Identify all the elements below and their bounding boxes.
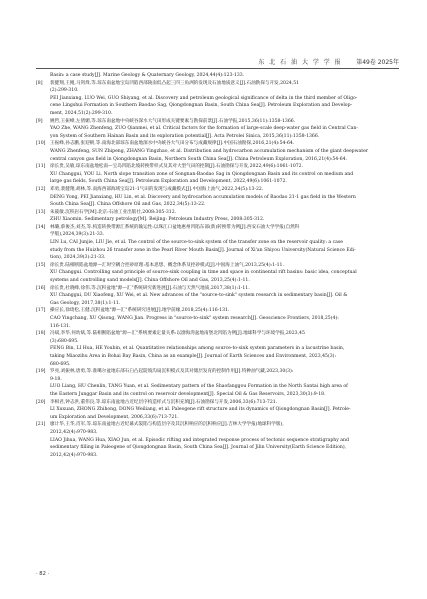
reference-line: study from the Huizhou 26 transfer zone in the Pearl River Mouth Basin[J]. Journal of Xi'an Shiyou University(Natural Science Edi- (50, 247, 356, 253)
reference-entry (36, 368, 399, 398)
reference-line: 680-695. (50, 361, 71, 367)
reference-line: 李相君,钟志洪,董伟良,等.琼东南盆地古近纪层序构造样式与沉积充填[J].石油勘探与开发,2006,33(6):713-721. (50, 399, 278, 405)
reference-line: cene Lingshui Formation in Southern Baodao Sag, Qiongdongnan Basin, South China Sea[J]. Petroleum Exploration and Develop- (50, 103, 353, 109)
reference-line: tion), 2024,39(3):21-33. (50, 255, 106, 261)
reference-entry (36, 140, 399, 163)
reference-line: the Eastern Junggar Basin and its control on reservoir development[J]. Special Oil & Gas Reservoirs, 2023,30(3):9-18. (50, 391, 326, 397)
reference-text (50, 285, 399, 308)
reference-entry (36, 421, 399, 459)
reference-text (50, 224, 399, 262)
reference-entry (36, 307, 399, 330)
reference-line: XU Changgui, DU Xiaofeng, XU Wei, et al. New advances of the "source-to-sink" system research in sedimentary basin[J]. Oil & (50, 293, 348, 299)
reference-line: YAO Zhe, WANG Zhenfeng, ZUO Qianmei, et al. Critical factors for the formation of large-scale deep-water gas field in Central Can- (50, 126, 358, 132)
reference-text (50, 421, 399, 459)
reference-text (50, 118, 399, 141)
reference-line: 徐长贵.陆相断陷盆地源—汇时空耦合控砂原理:基本思想、概念体系及控砂模式[J].中国海上油气,2013,25(4):1-11. (50, 262, 284, 268)
reference-text (50, 72, 399, 80)
reference-line: 操应长,徐琦松,王健.沉积盆地"源—汇"系统研究进展[J].地学前缘,2018,25(4):116-131. (50, 308, 230, 314)
reference-number: [10] (36, 141, 46, 147)
reference-line: 2012,42(4):970-983. (50, 452, 98, 458)
reference-entry (36, 80, 399, 118)
reference-line: WANG Zhenfeng, SUN Zhipeng, ZHANG Yingzhao, et al. Distribution and hydrocarbon accumulation mechanism of the giant deepwater (50, 148, 369, 154)
reference-line: taking Miaozihu Area in Bohai Bay Basin, China as an example[J]. Journal of Earth Sciences and Environment, 2023,45(3): (50, 353, 336, 359)
reference-line: 邓勇,裴健翔,胡林,等.南海西部海域宝岛21-1气田的发现与成藏模式[J].中国海上油气,2022,34(5):13-22. (50, 186, 264, 192)
reference-line: 姚哲,王振峰,左倩媚,等.琼东南盆地中央峡谷深水大气田形成关键要素与勘探前景[J].石油学报,2015,36(11):1358-1366. (50, 118, 296, 124)
reference-text (50, 399, 399, 422)
reference-number: [18] (36, 331, 46, 337)
reference-line: 朱筱敏.沉积岩石学[M].北京:石油工业出版社,2008:305-312. (50, 209, 177, 215)
reference-line: large gas fields, South China Sea[J]. Petroleum Exploration and Development, 2022,49(6):1061-1072. (50, 179, 287, 185)
reference-entry (36, 285, 399, 308)
reference-entry (36, 163, 399, 186)
reference-line: XU Changgui. Controlling sand principle of source-sink coupling in time and space in continental rift basins: basic idea, conceptual (50, 270, 357, 276)
reference-line: DENG Yong, PEI Jianxiang, HU Lin, et al. Discovery and hydrocarbon accumulation models of Baodao 21-1 gas field in the Western (50, 194, 356, 200)
page-number: · 82 · (36, 571, 50, 577)
reference-line: central canyon gas field in Qiongdongnan Basin, Northern South China Sea[J]. China Petroleum Exploration, 2016,21(4):54-64. (50, 156, 348, 162)
reference-line: 林璐,蔡俊杰,刘杰,等.构造转换带源汇系统的输运性:以珠江口盆地惠州凹陷东部(新)转换带为例[J].西安石油大学学报(自然科 (50, 224, 300, 230)
reference-line: 学版),2024,39(3):21-33. (50, 232, 105, 238)
reference-line: 冯斌,李华,何幼斌,等.陆相断陷盆地"源—汇"系统要素定量关系:以渤海湾盆地南堡北凹陷为例[J].地球科学与环境学报,2023,45 (50, 331, 305, 337)
reference-number: [16] (36, 285, 46, 291)
reference-number: [15] (36, 262, 46, 268)
reference-line: 116-131. (50, 323, 71, 329)
reference-line: 王振峰,孙志鹏,张迎朝,等.南海北部琼东南盆地深水中央峡谷大气田分布与成藏规律[J].中国石油勘探,2016,21(4):54-64. (50, 141, 295, 147)
reference-number: [13] (36, 209, 46, 215)
reference-line: (3):680-695. (50, 338, 79, 344)
reference-line: XU Changgui, YOU Li. North slope transition zone of Songnan-Baodao Sag in Qiongdongnan Basin and its control on medium and (50, 171, 354, 177)
reference-text (50, 186, 399, 209)
reference-line: Gas Geology, 2017,38(1):1-11. (50, 300, 121, 306)
reference-number: [11] (36, 164, 46, 170)
reference-entry (36, 224, 399, 262)
reference-text (50, 368, 399, 398)
reference-number: [9] (36, 118, 43, 124)
reference-line: um Exploration and Development, 2006,33(6):713-721. (50, 414, 179, 420)
reference-text (50, 262, 399, 285)
reference-text (50, 330, 399, 368)
reference-line: FENG Bin, LI Hua, HE Youbin, et al. Quantitative relationships among source-to-sink system parameters in a lacustrine basin, (50, 346, 345, 352)
reference-line: ment, 2024,51(2):299-310. (50, 110, 113, 116)
reference-line: LI Xuxuan, ZHONG Zhihong, DONG Weiliang, et al. Paleogene rift structure and its dynamics of Qiongdongnan Basin[J]. Petrole- (50, 407, 351, 413)
reference-entry (36, 72, 399, 80)
reference-line: South China Sea[J]. China Offshore Oil and Gas, 2022,34(5):13-22. (50, 202, 206, 208)
volume-info: 第49卷 2025年 (356, 59, 399, 66)
reference-line: (2):299-310. (50, 88, 79, 94)
reference-text (50, 163, 399, 186)
reference-number: [8] (36, 80, 43, 86)
reference-number: [20] (36, 399, 46, 405)
journal-title: 东 北 石 油 大 学 学 报 (258, 59, 343, 66)
reference-entry (36, 330, 399, 368)
reference-number: [19] (36, 369, 46, 375)
reference-entry (36, 399, 399, 422)
reference-text (50, 140, 399, 163)
reference-line: PEI Jianxiang, LUO Wei, GUO Shiyang, et al. Discovery and petroleum geological significance of delta in the third member of Oligo- (50, 95, 358, 101)
reference-number: [12] (36, 186, 46, 192)
reference-line: LIAO Jihua, WANG Hua, XIAO Jun, et al. Episodic rifting and integrated response process of tectonic sequence stratigraphy and (50, 437, 349, 443)
reference-line: yon System of Southern Hainan Basin and its exploration potential[J]. Acta Petrolei Sinica, 2015,36(11):1358-1366. (50, 133, 320, 139)
reference-line: 9-18. (50, 376, 62, 382)
reference-text (50, 307, 399, 330)
reference-list (36, 72, 399, 459)
reference-line: 罗亮,刘振林,唐勇,等.准噶尔盆地东部石臼凸起陡坡沟扇沉积模式及其对储层发育的控制作用[J].特种油气藏,2023,30(3): (50, 369, 294, 375)
reference-text (50, 209, 399, 224)
reference-line: CAO Yingchang, XU Qisong, WANG Jian. Progress in "source-to-sink" system research[J]. Geoscience Frontiers, 2018,25(4): (50, 316, 339, 321)
reference-entry (36, 262, 399, 285)
reference-number: [21] (36, 422, 46, 428)
reference-line: 2012,42(4):970-983. (50, 429, 98, 435)
reference-line: systems and controlling sand models[J]. China Offshore Oil and Gas, 2013,25(4):1-11. (50, 278, 250, 284)
reference-line: ZHU Xiaomin. Sedimentary petrology[M]. Beijing: Petroleum Industry Press, 2008:305-312. (50, 217, 265, 223)
reference-line: 徐长贵,杜晓峰,徐伟,等.沉积盆地"源—汇"系统研究新进展[J].石油与天然气地质,2017,38(1):1-11. (50, 285, 250, 291)
reference-entry (36, 209, 399, 224)
reference-line: LUO Liang, HU Chenlin, TANG Yuan, et al. Sedimentary pattern of the Shaofanggou Formation in the North Santai high area of (50, 384, 348, 390)
reference-line: 徐长贵,吴敏,琼东南盆地松南—宝岛凹陷北坡转换带样式及其对大型气田的控制[J].石油勘探与开发,2022,49(6):1061-1072. (50, 164, 304, 170)
reference-line: 裴健翔,王鲲,马剑烽,等.琼东南盆地宝岛凹陷西部陵南低凸起三四三角洲的发现及石油地质意义[J].石油勘探与开发,2024,51 (50, 80, 300, 86)
reference-text (50, 80, 399, 118)
reference-line: sedimentary filling in Paleogene of Qiongdongnan Basin, South China Sea[J]. Journal of Jilin University(Earth Science Edition), (50, 445, 347, 451)
reference-entry (36, 118, 399, 141)
reference-number: [17] (36, 308, 46, 314)
reference-line: 廖计华,王华,肖军,等.琼东南盆地古近纪幕式裂陷与构造层序及其沉积响应的沉积响应[J].吉林大学学报(地球科学版), (50, 422, 284, 428)
running-header (36, 52, 399, 69)
reference-number: [14] (36, 224, 46, 230)
reference-line: LIN Lu, CAI Junjie, LIU Jie, et al. The control of the source-to-sink system of the transfer zone on the reservoir quality: a case (50, 240, 343, 246)
reference-entry (36, 186, 399, 209)
reference-line: Basin: a case study[J]. Marine Geology & Quaternary Geology, 2024,44(4):123-133. (50, 73, 245, 78)
